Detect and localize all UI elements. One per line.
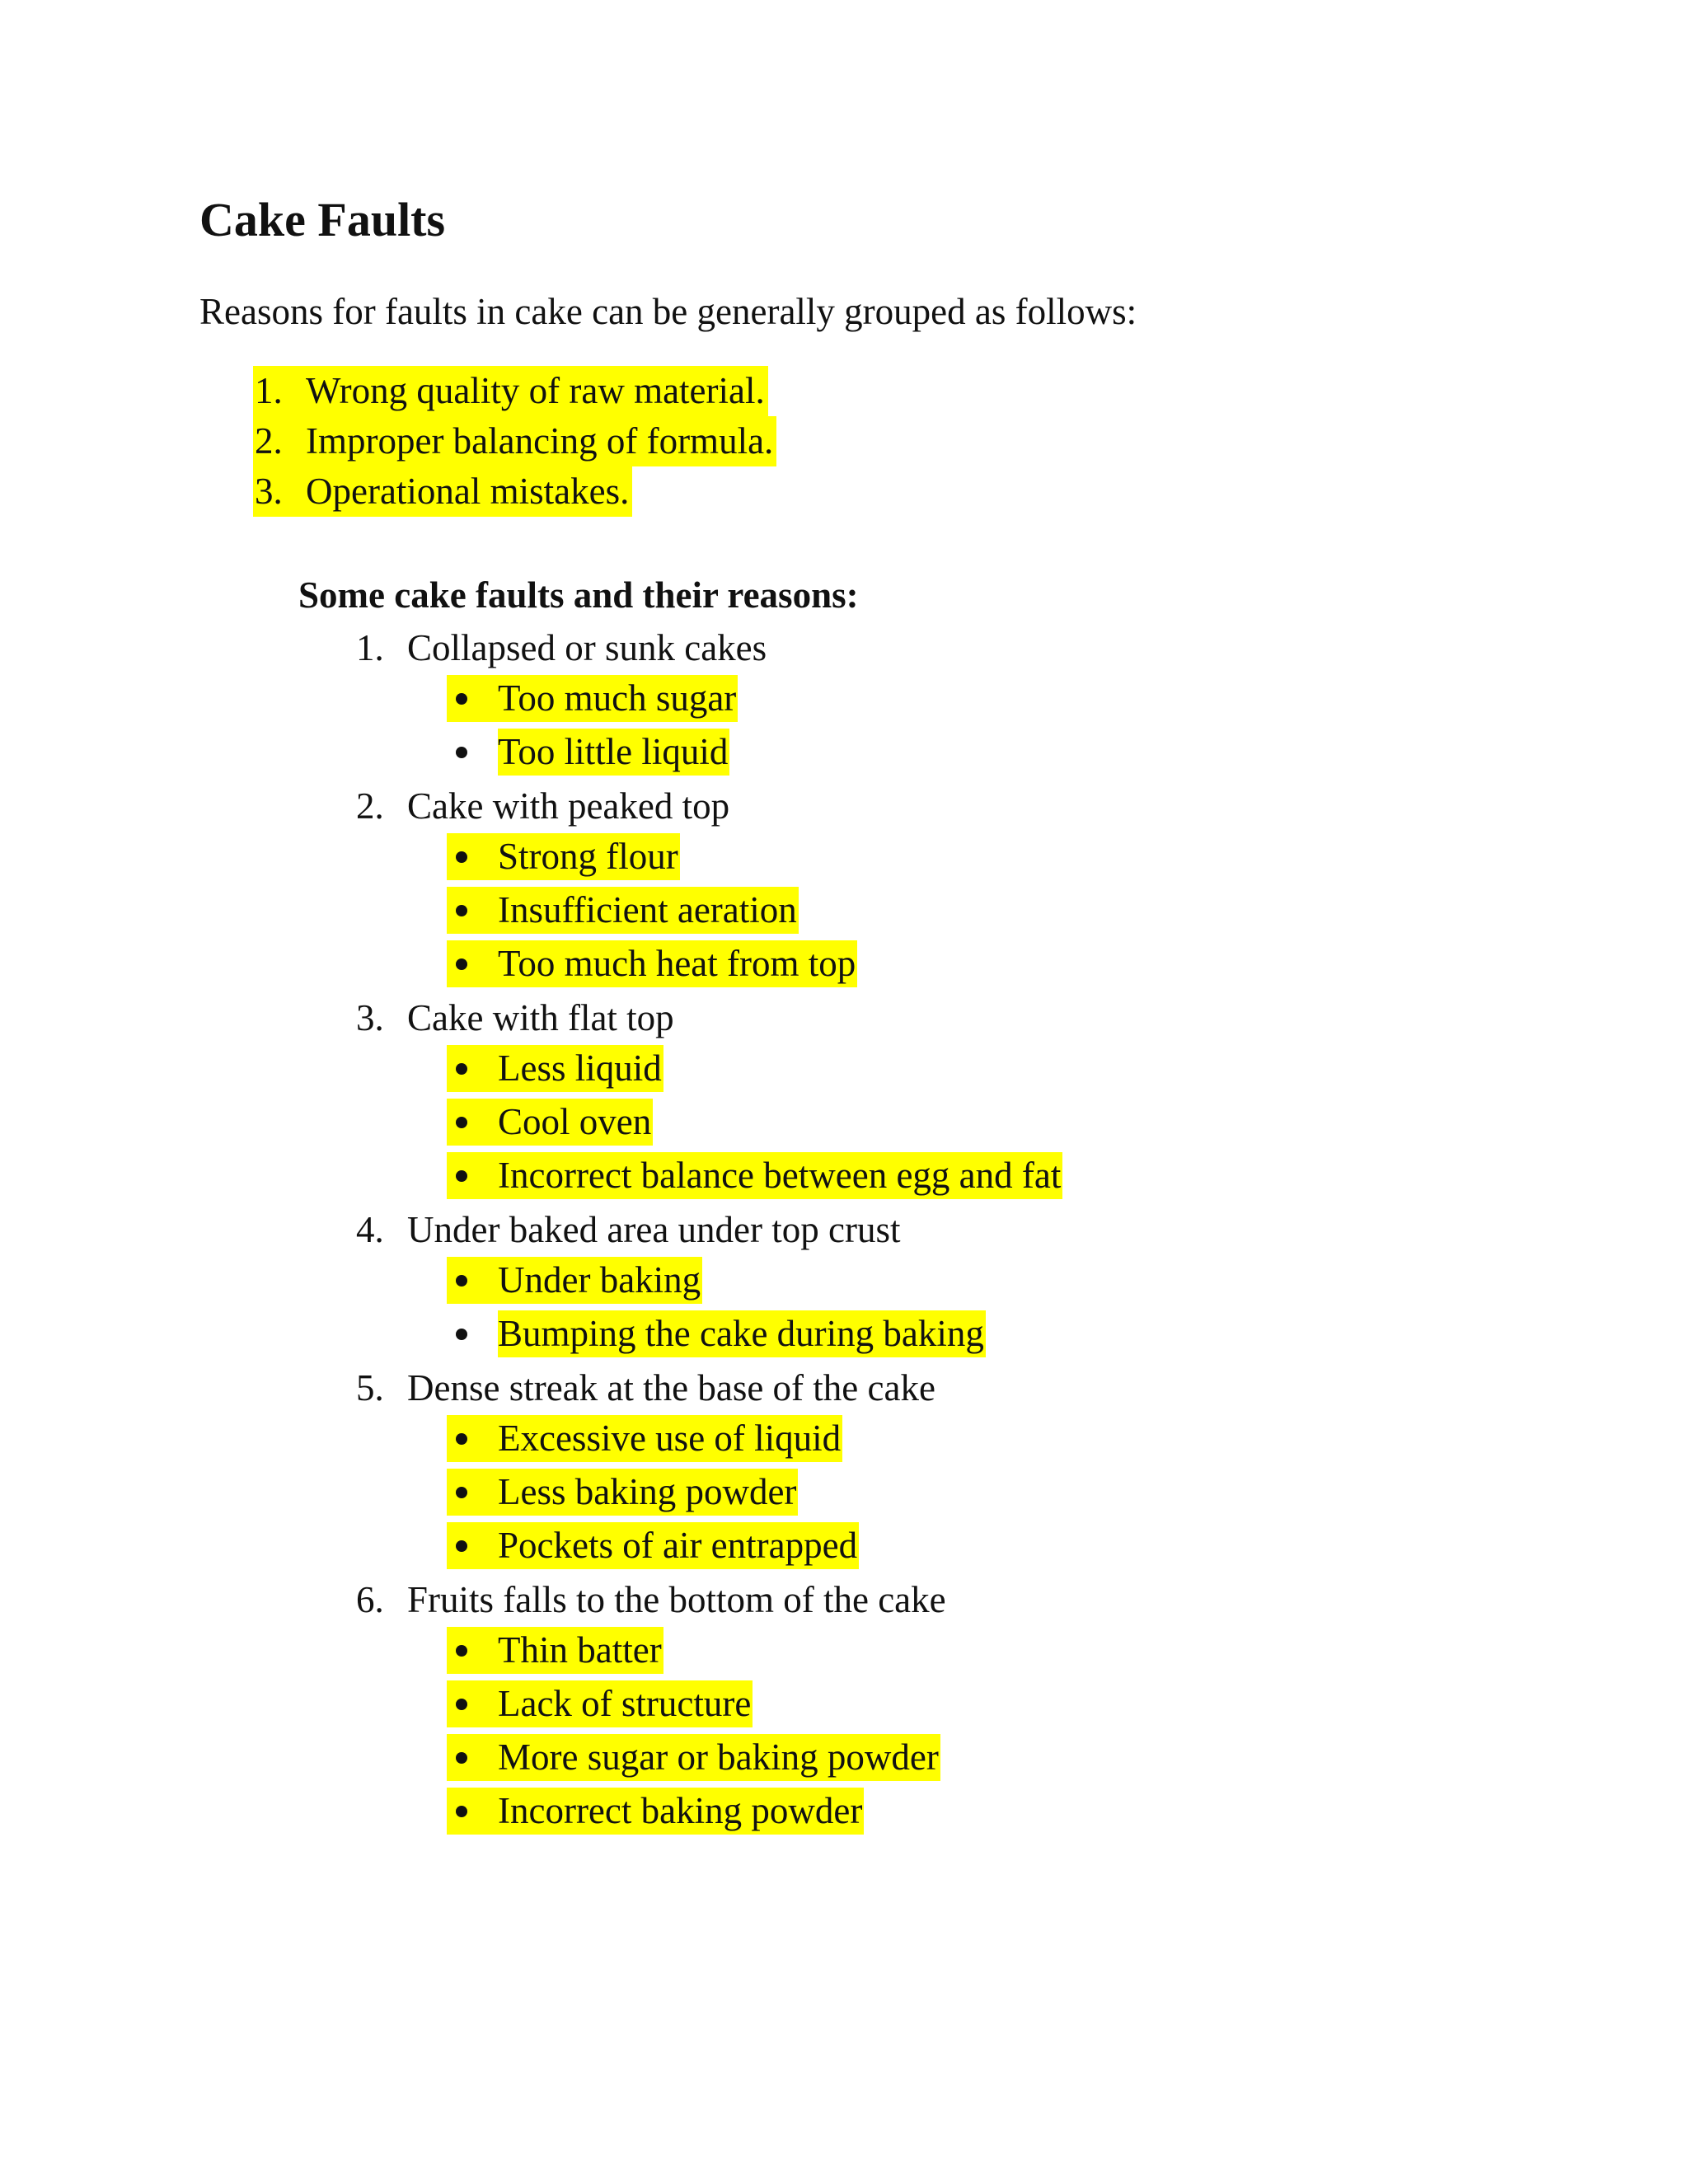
fault-title	[356, 781, 1062, 831]
cause-text: Lack of structure	[498, 1680, 753, 1727]
fault-number: 2.	[356, 785, 384, 827]
bullet-icon	[447, 1099, 498, 1146]
fault-item	[356, 993, 1062, 1203]
fault-title	[356, 623, 1062, 673]
cause-row	[447, 729, 729, 776]
cause-row	[447, 1469, 798, 1516]
causes-list	[356, 1413, 1062, 1573]
fault-number: 3.	[356, 997, 384, 1038]
bullet-dot-icon	[456, 1063, 467, 1075]
bullet-dot-icon	[456, 851, 467, 863]
cause-row	[447, 1257, 702, 1304]
bullet-icon	[447, 1469, 498, 1516]
reason-text: Wrong quality of raw material.	[306, 370, 765, 411]
fault-title-text: Cake with peaked top	[407, 785, 730, 827]
fault-number: 5.	[356, 1367, 384, 1408]
cause-item	[447, 1413, 1062, 1466]
bullet-icon	[447, 1310, 498, 1357]
bullet-dot-icon	[456, 693, 467, 705]
bullet-dot-icon	[456, 1117, 467, 1128]
cause-row	[447, 940, 857, 987]
cause-row	[447, 1415, 842, 1462]
cause-item	[447, 673, 1062, 726]
bullet-icon	[447, 1257, 498, 1304]
fault-title-text: Collapsed or sunk cakes	[407, 627, 767, 668]
fault-title	[356, 1205, 1062, 1254]
bullet-dot-icon	[456, 1645, 467, 1657]
cause-item	[447, 884, 1062, 938]
bullet-icon	[447, 1152, 498, 1199]
cause-row	[447, 1680, 753, 1727]
bullet-icon	[447, 887, 498, 934]
fault-title	[356, 1575, 1062, 1624]
cause-item	[447, 1043, 1062, 1096]
reason-number: 2.	[255, 420, 283, 462]
cause-text: Cool oven	[498, 1099, 653, 1146]
highlighted-reason	[253, 366, 768, 416]
bullet-icon	[447, 1522, 498, 1569]
cause-item	[447, 1678, 1062, 1732]
faults-list	[356, 623, 1062, 1840]
bullet-dot-icon	[456, 1170, 467, 1182]
reason-item	[253, 416, 776, 466]
cause-item	[447, 1732, 1062, 1785]
cause-text: Too much heat from top	[498, 940, 857, 987]
cause-row	[447, 1152, 1062, 1199]
cause-row	[447, 1310, 986, 1357]
fault-item	[356, 1205, 1062, 1361]
cause-item	[447, 1150, 1062, 1203]
cause-row	[447, 887, 799, 934]
cause-row	[447, 1099, 653, 1146]
causes-list	[356, 1624, 1062, 1839]
cause-text: Incorrect balance between egg and fat	[498, 1152, 1062, 1199]
cause-text: Strong flour	[498, 833, 680, 880]
reason-number: 3.	[255, 471, 283, 512]
fault-title	[356, 1363, 1062, 1413]
cause-row	[447, 1045, 663, 1092]
fault-title-text: Under baked area under top crust	[407, 1209, 901, 1250]
bullet-dot-icon	[456, 958, 467, 970]
cause-item	[447, 1466, 1062, 1520]
cause-item	[447, 938, 1062, 991]
bullet-dot-icon	[456, 1275, 467, 1286]
cause-text: Excessive use of liquid	[498, 1415, 842, 1462]
cause-row	[447, 1734, 940, 1781]
cause-row	[447, 1522, 859, 1569]
cause-row	[447, 833, 680, 880]
cause-item	[447, 831, 1062, 884]
bullet-icon	[447, 1680, 498, 1727]
cause-item	[447, 1308, 1062, 1361]
bullet-icon	[447, 729, 498, 776]
fault-number: 6.	[356, 1579, 384, 1620]
cause-row	[447, 1788, 864, 1835]
fault-item	[356, 1363, 1062, 1573]
cause-item	[447, 1254, 1062, 1308]
fault-number: 1.	[356, 627, 384, 668]
highlighted-reason	[253, 466, 632, 517]
bullet-icon	[447, 675, 498, 722]
causes-list	[356, 1043, 1062, 1203]
causes-list	[356, 1254, 1062, 1361]
intro-paragraph: Reasons for faults in cake can be generally grouped as follows:	[199, 291, 1137, 332]
bullet-dot-icon	[456, 1329, 467, 1340]
cause-row	[447, 675, 738, 722]
cause-text: Too much sugar	[498, 675, 738, 722]
cause-item	[447, 1520, 1062, 1573]
reason-item	[253, 366, 776, 416]
fault-item	[356, 781, 1062, 991]
cause-text: Pockets of air entrapped	[498, 1522, 859, 1569]
reasons-list	[253, 366, 776, 517]
bullet-dot-icon	[456, 905, 467, 916]
bullet-icon	[447, 1734, 498, 1781]
bullet-icon	[447, 1627, 498, 1674]
bullet-dot-icon	[456, 1433, 467, 1445]
cause-item	[447, 1624, 1062, 1678]
bullet-dot-icon	[456, 1752, 467, 1764]
cause-text: More sugar or baking powder	[498, 1734, 940, 1781]
reason-number: 1.	[255, 370, 283, 411]
bullet-icon	[447, 1045, 498, 1092]
cause-row	[447, 1627, 663, 1674]
bullet-dot-icon	[456, 1806, 467, 1817]
highlighted-reason	[253, 416, 776, 466]
fault-item	[356, 623, 1062, 780]
cause-text: Insufficient aeration	[498, 887, 799, 934]
fault-number: 4.	[356, 1209, 384, 1250]
fault-title	[356, 993, 1062, 1043]
bullet-icon	[447, 940, 498, 987]
fault-title-text: Dense streak at the base of the cake	[407, 1367, 935, 1408]
page-title: Cake Faults	[199, 193, 446, 246]
fault-title-text: Fruits falls to the bottom of the cake	[407, 1579, 946, 1620]
cause-text: Less liquid	[498, 1045, 663, 1092]
bullet-dot-icon	[456, 1699, 467, 1710]
fault-title-text: Cake with flat top	[407, 997, 674, 1038]
reason-item	[253, 466, 776, 517]
bullet-dot-icon	[456, 1540, 467, 1552]
bullet-dot-icon	[456, 747, 467, 758]
reason-text: Improper balancing of formula.	[306, 420, 774, 462]
causes-list	[356, 831, 1062, 991]
bullet-icon	[447, 1788, 498, 1835]
fault-item	[356, 1575, 1062, 1839]
causes-list	[356, 673, 1062, 780]
reason-text: Operational mistakes.	[306, 471, 630, 512]
cause-text: Under baking	[498, 1257, 702, 1304]
cause-item	[447, 1785, 1062, 1839]
bullet-icon	[447, 833, 498, 880]
cause-text: Incorrect baking powder	[498, 1788, 864, 1835]
cause-text: Bumping the cake during baking	[498, 1310, 986, 1357]
section-subheading: Some cake faults and their reasons:	[298, 574, 859, 616]
cause-text: Thin batter	[498, 1627, 663, 1674]
cause-text: Less baking powder	[498, 1469, 798, 1516]
cause-item	[447, 726, 1062, 780]
bullet-dot-icon	[456, 1487, 467, 1498]
bullet-icon	[447, 1415, 498, 1462]
cause-item	[447, 1096, 1062, 1150]
cause-text: Too little liquid	[498, 729, 729, 776]
